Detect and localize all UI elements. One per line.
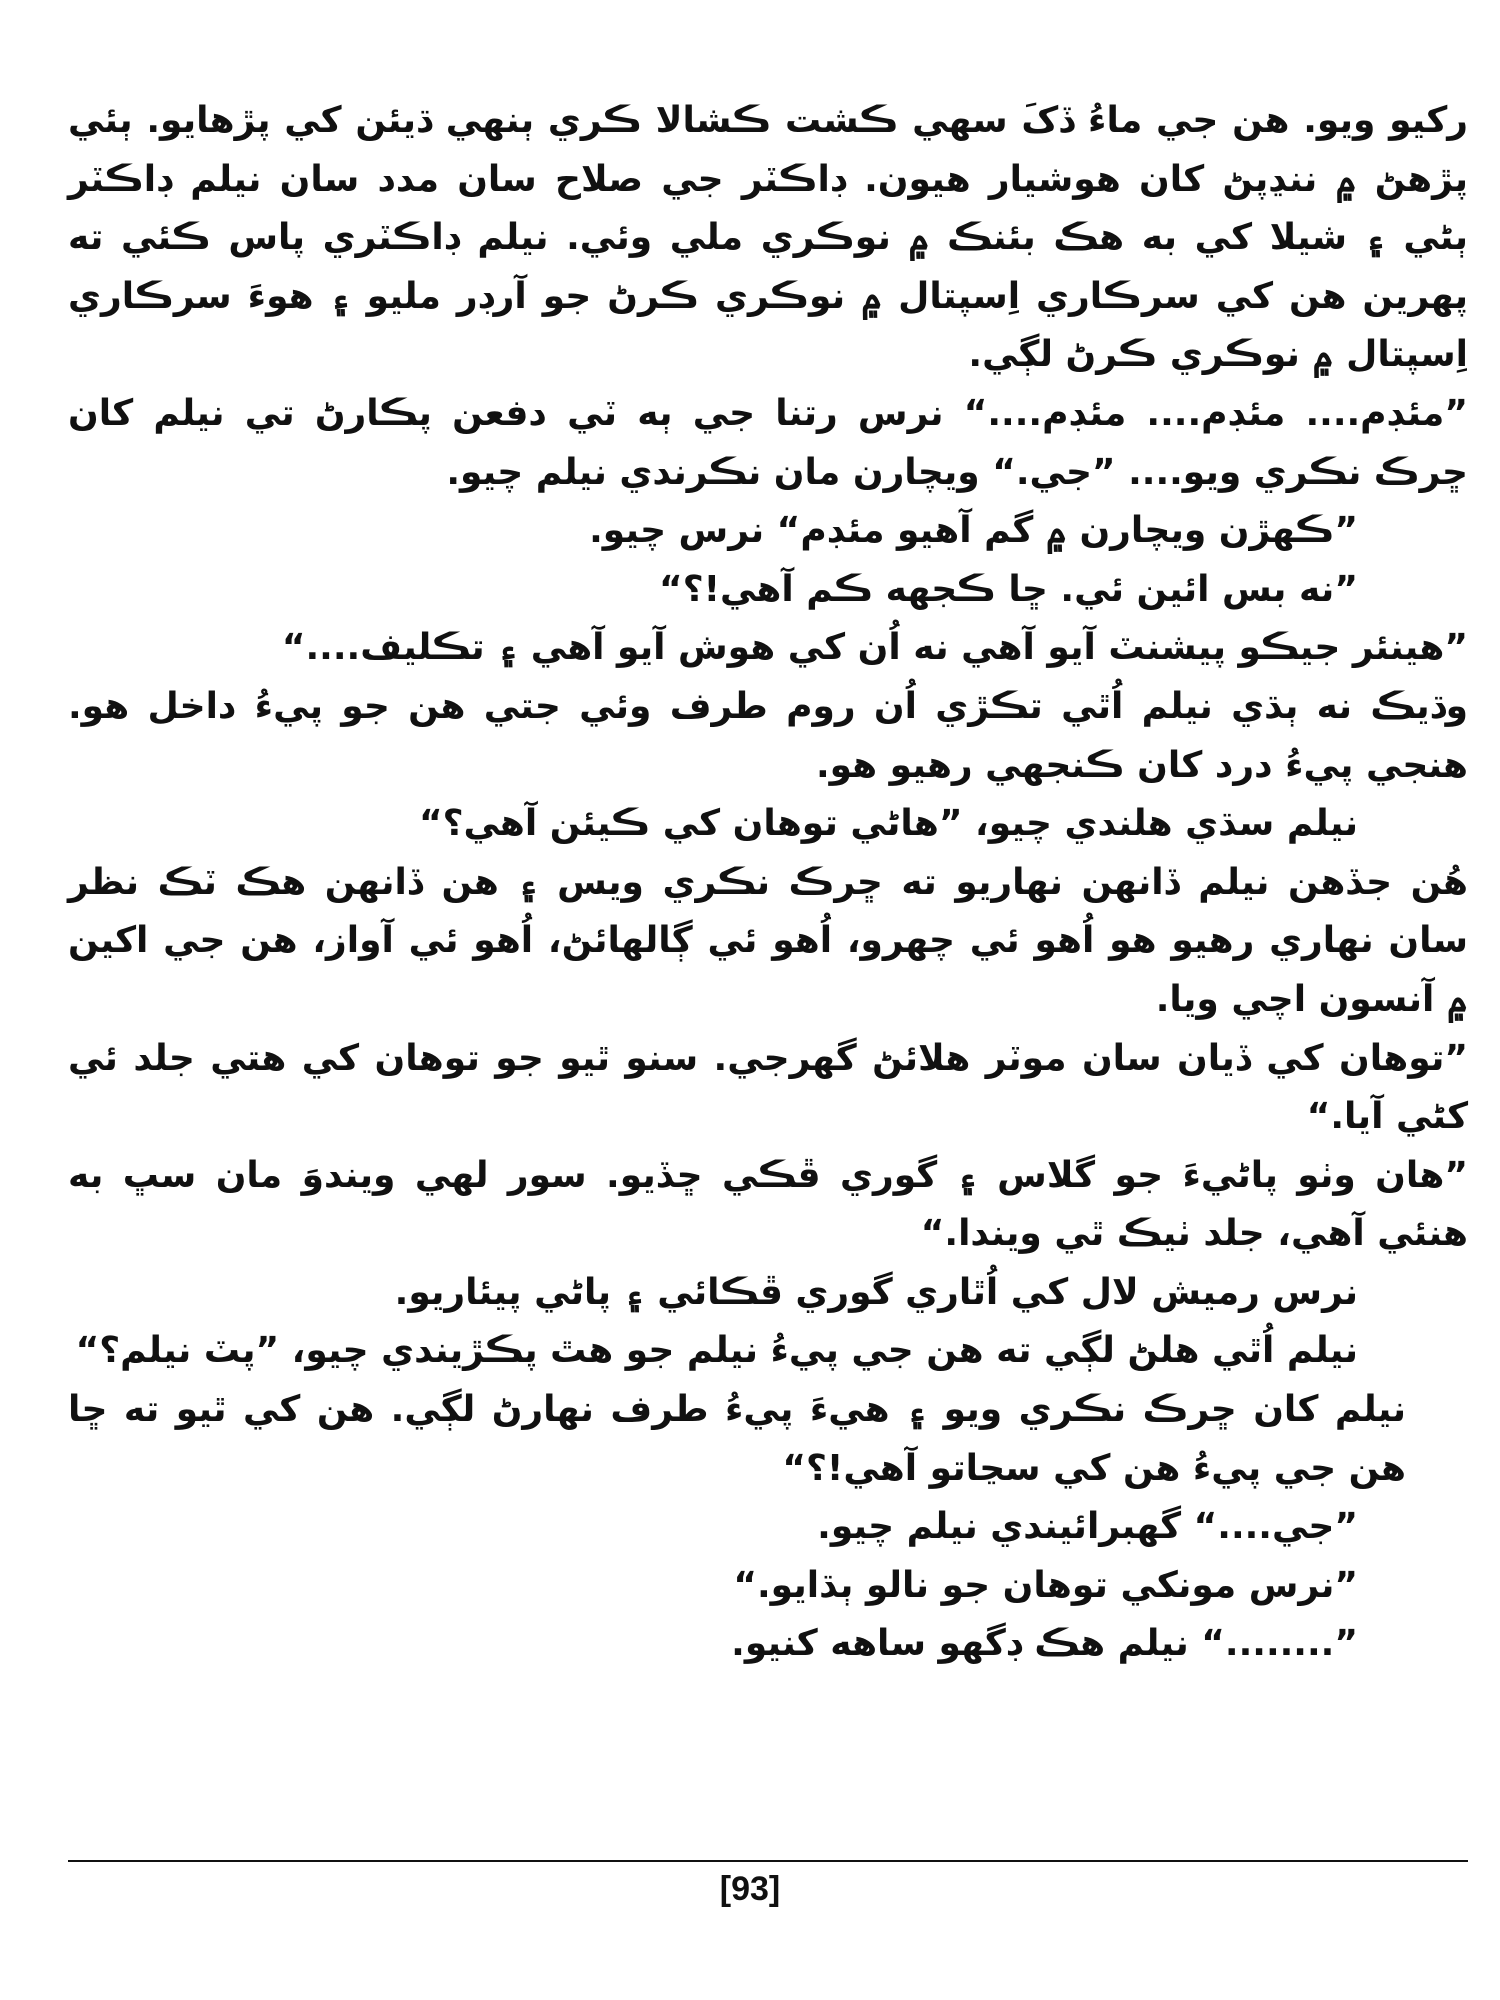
paragraph-14: ”جي....“ گهبرائيندي نيلم چيو.	[817, 1506, 1358, 1548]
paragraph-7: نيلم سڌي هلندي چيو، ”هاڻي توهان کي ڪيئن آهي؟“	[418, 803, 1358, 845]
paragraph-2: ”مئڊم.... مئڊم.... مئڊم....“ نرس رتنا جي ٻه ٽي دفعن پڪارڻ تي نيلم کان ڇرڪ نڪري ويو.... ”جي.“ ويچارن مان نڪرندي نيلم چيو.	[68, 392, 1468, 493]
paragraph-15: ”نرس مونکي توهان جو نالو ٻڌايو.“	[733, 1564, 1358, 1606]
paragraph-10: ”هان وٺو پاڻيءَ جو گلاس ۽ گوري ڦڪي ڇڏيو. سور لهي ويندوَ مان سڀ به هنئي آهي، جلد ٺيڪ ٿي ويندا.“	[68, 1154, 1468, 1255]
paragraph-3: ”ڪهڙن ويچارن ۾ گم آهيو مئڊم“ نرس چيو.	[589, 510, 1358, 552]
page-number: [93]	[719, 1870, 781, 1908]
paragraph-6: وڌيڪ نه ٻڌي نيلم اُٿي تڪڙي اُن روم طرف وئي جتي هن جو پيءُ داخل هو. هنجي پيءُ درد کان ڪنجهي رهيو هو.	[68, 685, 1468, 786]
footer-rule	[68, 1860, 1468, 1862]
paragraph-16: ”........“ نيلم هڪ ڊگهو ساهه کنيو.	[731, 1623, 1358, 1665]
paragraph-11: نرس رميش لال کي اُٿاري گوري ڦڪائي ۽ پاڻي پيئاريو.	[394, 1271, 1358, 1313]
paragraph-13: نيلم کان ڇرڪ نڪري ويو ۽ هيءَ پيءُ طرف نهارڻ لڳي. هن کي ٿيو ته ڇا هن جي پيءُ هن کي سڃاتو آهي!؟“	[68, 1389, 1406, 1489]
paragraph-9: ”توهان کي ڏيان سان موٽر هلائڻ گهرجي. سنو ٿيو جو توهان کي هتي جلد ئي کڻي آيا.“	[68, 1037, 1468, 1138]
paragraph-5: ”هينئر جيڪو پيشنٽ آيو آهي نه اُن کي هوش آيو آهي ۽ تڪليف....“	[281, 627, 1468, 669]
paragraph-8: هُن جڏهن نيلم ڏانهن نهاريو ته ڇرڪ نڪري ويس ۽ هن ڏانهن هڪ ٽڪ نظر سان نهاري رهيو هو اُهو ئي چهرو، اُهو ئي ڳالهائڻ، اُهو ئي آواز، هن جي اکين ۾ آنسون اچي ويا.	[68, 861, 1468, 1020]
paragraph-12: نيلم اُٿي هلڻ لڳي ته هن جي پيءُ نيلم جو هٿ پڪڙيندي چيو، ”پٽ نيلم؟“	[75, 1330, 1358, 1372]
paragraph-4: ”نه بس ائين ئي. ڇا ڪجهه ڪم آهي!؟“	[659, 568, 1358, 610]
paragraph-1: رکيو ويو. هن جي ماءُ ڏکَ سهي ڪشت ڪشالا ڪري ٻنهي ڌيئن کي پڙهايو. ٻئي پڙهڻ ۾ ننڍپڻ کان هوشيار هيون. ڊاڪٽر جي صلاح سان مدد سان نيلم ڊاڪٽر ٻڻي ۽ شيلا کي به هڪ بئنڪ ۾ نوڪري ملي وئي. نيلم ڊاڪٽري پاس ڪئي ته پهرين هن کي سرڪاري اِسپتال ۾ نوڪري ڪرڻ جو آرڊر مليو ۽ هوءَ سرڪاري اِسپتال ۾ نوڪري ڪرڻ لڳي.	[68, 100, 1468, 376]
body-text	[68, 92, 1468, 1674]
